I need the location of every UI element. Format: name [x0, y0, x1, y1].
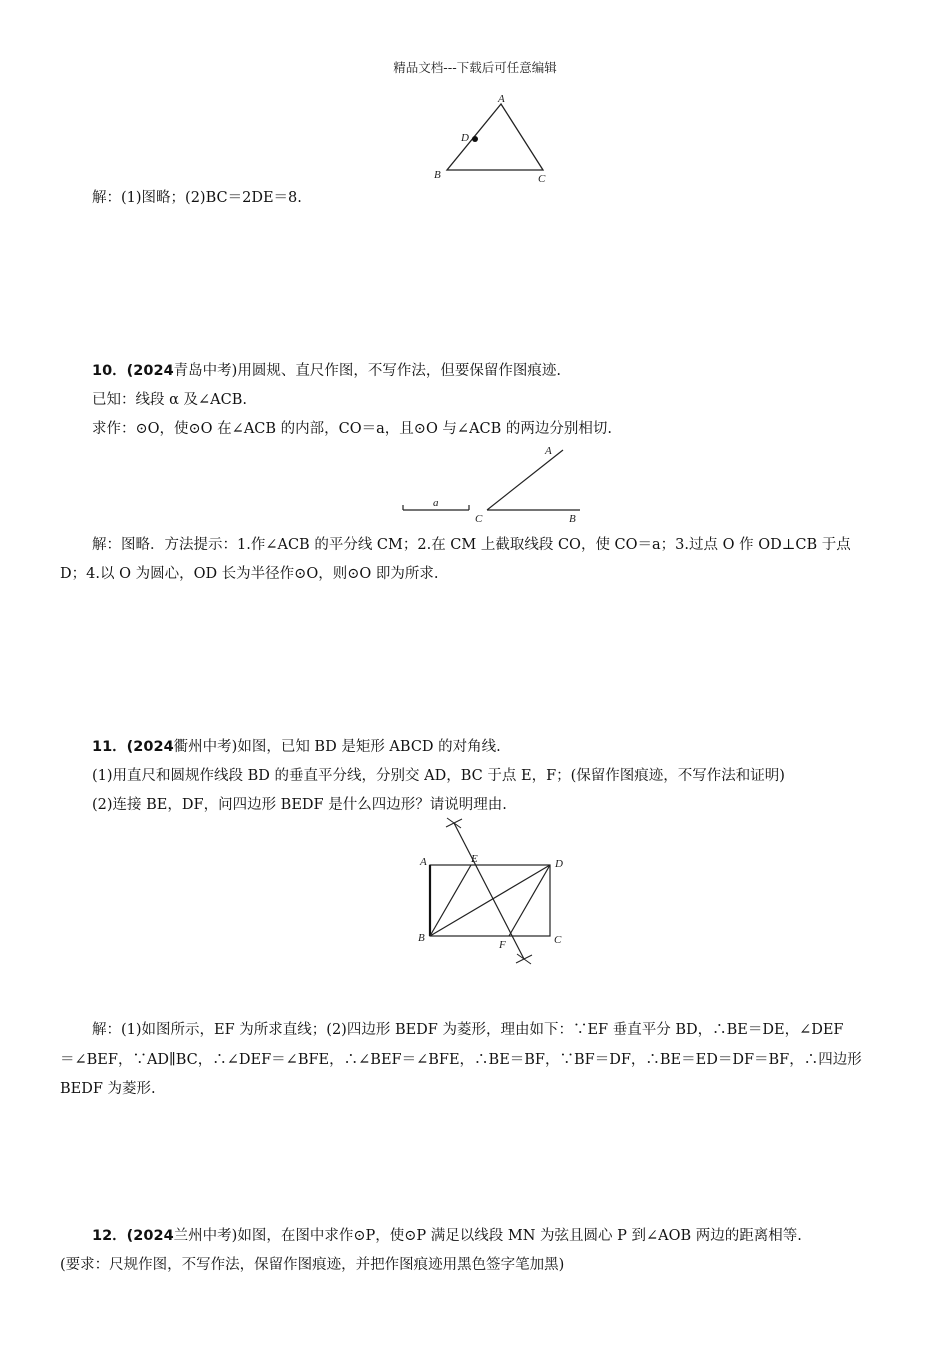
- label-rect-f: F: [499, 939, 506, 951]
- q10-title: [92, 361, 561, 381]
- q10-answer-line1: 解：图略．方法提示：1.作∠ACB 的平分线 CM；2.在 CM 上截取线段 CO，使 CO＝a；3.过点 O 作 OD⊥CB 于点: [92, 537, 851, 553]
- q10-source: 青岛中考)用圆规、直尺作图，不写作法，但要保留作图痕迹.: [173, 363, 561, 379]
- angle-figure: [395, 440, 595, 530]
- q12-requirement: (要求：尺规作图，不写作法，保留作图痕迹，并把作图痕迹用黑色签字笔加黑): [60, 1257, 565, 1273]
- label-rect-c: C: [554, 934, 562, 946]
- q11-source: 衢州中考)如图，已知 BD 是矩形 ABCD 的对角线.: [173, 739, 501, 755]
- q11-answer-line3: BEDF 为菱形.: [60, 1081, 156, 1097]
- ray-ca: [487, 450, 563, 510]
- label-angle-c: C: [475, 513, 483, 525]
- triangle-figure: [430, 92, 560, 184]
- label-angle-a: A: [545, 445, 552, 457]
- q11-answer-line1: 解：(1)如图所示，EF 为所求直线；(2)四边形 BEDF 为菱形，理由如下：∵EF 垂直平分 BD，∴BE＝DE，∠DEF: [92, 1022, 844, 1038]
- segment-df: [509, 865, 550, 936]
- arc-mark-top: [446, 818, 462, 828]
- label-angle-b: B: [569, 513, 576, 525]
- segment-be: [430, 865, 471, 936]
- q12-source: 兰州中考)如图，在图中求作⊙P，使⊙P 满足以线段 MN 为弦且圆心 P 到∠AOB 两边的距离相等.: [173, 1228, 802, 1244]
- q10-answer-line2: D；4.以 O 为圆心，OD 长为半径作⊙O，则⊙O 即为所求.: [60, 566, 439, 582]
- label-b: B: [434, 169, 441, 181]
- rectangle-figure: [410, 815, 580, 970]
- label-rect-b: B: [418, 932, 425, 944]
- bisector-ef: [454, 823, 524, 959]
- q11-part1: (1)用直尺和圆规作线段 BD 的垂直平分线，分别交 AD，BC 于点 E，F；(保留作图痕迹，不写作法和证明): [92, 768, 785, 784]
- label-rect-d: D: [555, 858, 563, 870]
- label-rect-e: E: [471, 853, 478, 865]
- q11-number: 11．(2024: [92, 739, 174, 755]
- label-a-segment: a: [433, 497, 439, 509]
- label-d: D: [461, 132, 469, 144]
- page-header: 精品文档---下载后可任意编辑: [393, 60, 557, 75]
- arc-mark-bottom: [516, 954, 532, 964]
- label-c: C: [538, 173, 546, 185]
- q10-number: 10．(2024: [92, 363, 174, 379]
- label-rect-a: A: [420, 856, 427, 868]
- label-a: A: [498, 93, 505, 105]
- diagonal-bd: [430, 865, 550, 936]
- q12-title: [92, 1226, 802, 1246]
- q12-number: 12．(2024: [92, 1228, 174, 1244]
- q10-given: 已知：线段 α 及∠ACB.: [92, 392, 247, 408]
- q11-answer-line2: ＝∠BEF，∵AD∥BC，∴∠DEF＝∠BFE，∴∠BEF＝∠BFE，∴BE＝BF，∵BF＝DF，∴BE＝ED＝DF＝BF，∴四边形: [60, 1052, 862, 1068]
- q11-part2: (2)连接 BE，DF，问四边形 BEDF 是什么四边形？请说明理由.: [92, 797, 507, 813]
- q10-task: 求作：⊙O，使⊙O 在∠ACB 的内部，CO＝a，且⊙O 与∠ACB 的两边分别相切.: [92, 421, 613, 437]
- point-d: [472, 136, 478, 142]
- q11-title: [92, 737, 501, 757]
- q9-answer: 解：(1)图略；(2)BC＝2DE＝8.: [92, 190, 302, 206]
